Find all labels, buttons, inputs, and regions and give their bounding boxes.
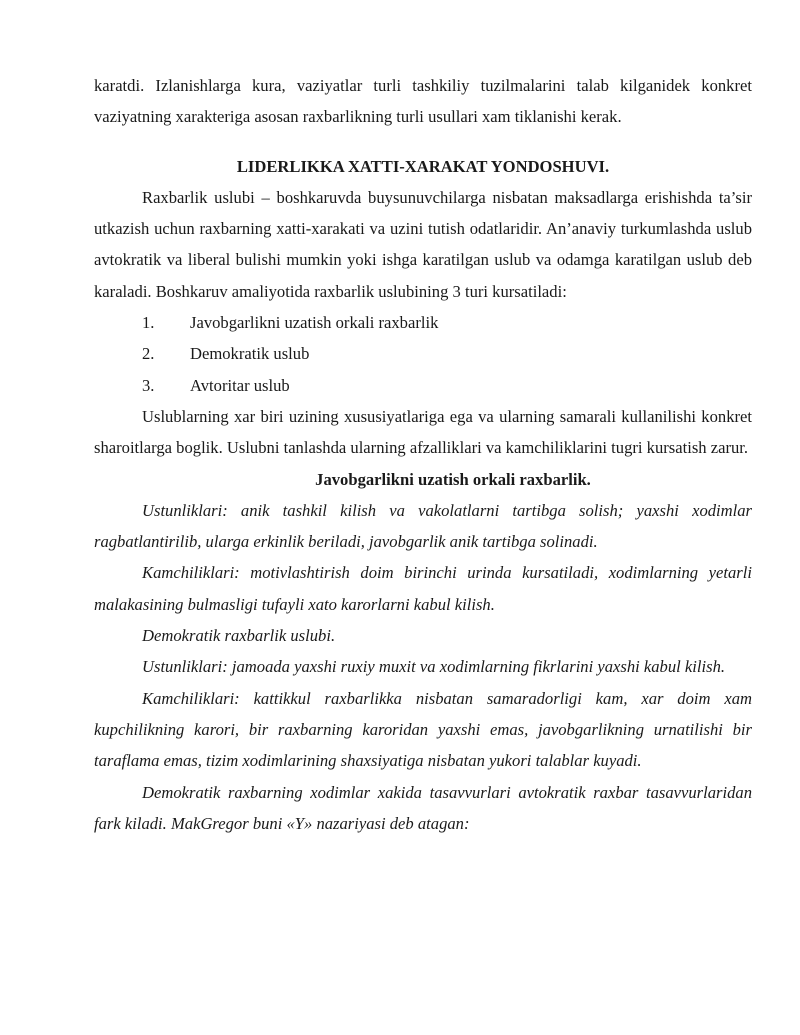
paragraph-democratic-title: Demokratik raxbarlik uslubi. — [142, 626, 336, 646]
paragraph-advantages-democratic: Ustunliklari: jamoada yaxshi ruxiy muxit va xodimlarning fikrlarini yaxshi kabul kilish. — [142, 657, 726, 677]
list-item-number: 1. — [142, 313, 155, 333]
list-item-number: 3. — [142, 375, 155, 395]
paragraph-disadvantages-democratic: Kamchiliklari: kattikkul raxbarlikka nisbatan samaradorligi kam, xar doim xam kupchilikning karori, bir raxbarning karoridan yaxshi emas, javobgarlikning urnatilishi bir taraflama emas, tizim xodimlarining shaxsiyatiga nisbatan yukori talablar kuyadi. — [94, 688, 752, 771]
list-item — [94, 370, 752, 401]
style-list — [94, 307, 752, 401]
paragraph-advantages-delegation: Ustunliklari: anik tashkil kilish va vakolatlarni tartibga solish; yaxshi xodimlar ragbatlantirilib, ularga erkinlik beriladi, javobgarlik anik tartibga solinadi. — [94, 500, 752, 552]
list-item-text: Demokratik uslub — [190, 344, 310, 364]
paragraph-styles: Uslublarning xar biri uzining xususiyatlariga ega va ularning samarali kullanilishi konkret sharoitlarga boglik. Uslubni tanlashda ularning afzalliklari va kamchiliklarini tugri kursatish zarur. — [94, 406, 752, 458]
subsection-heading: Javobgarlikni uzatish orkali raxbarlik. — [315, 469, 591, 489]
list-item — [94, 307, 752, 338]
list-item-text: Javobgarlikni uzatish orkali raxbarlik — [190, 313, 439, 333]
paragraph-disadvantages-delegation: Kamchiliklari: motivlashtirish doim birinchi urinda kursatiladi, xodimlarning yetarli malakasining bulmasligi tufayli xato karorlarni kabul kilish. — [94, 563, 752, 614]
document-page — [94, 70, 752, 839]
list-item-number: 2. — [142, 344, 155, 364]
paragraph-intro: karatdi. Izlanishlarga kura, vaziyatlar turli tashkiliy tuzilmalarini talab kilganidek konkret vaziyatning xarakteriga asosan raxbarlikning turli usullari xam tiklanishi kerak. — [94, 76, 752, 127]
paragraph-definition: Raxbarlik uslubi – boshkaruvda buysunuvchilarga nisbatan maksadlarga erishishda ta’sir utkazish uchun raxbarning xatti-xarakati va uzini tutish odatlaridir. An’anaviy turkumlashda uslub avtokratik va liberal bulishi mumkin yoki ishga karatilgan uslub va odamga karatilgan uslub deb karaladi. Boshkaruv amaliyotida raxbarlik uslubining 3 turi kursatiladi: — [94, 187, 752, 301]
list-item — [94, 338, 752, 369]
section-heading: LIDERLIKKA XATTI-XARAKAT YONDOSHUVI. — [236, 156, 610, 176]
list-item-text: Avtoritar uslub — [190, 375, 290, 395]
paragraph-mcgregor: Demokratik raxbarning xodimlar xakida tasavvurlari avtokratik raxbar tasavvurlaridan fark kiladi. MakGregor buni «Y» nazariyasi deb atagan: — [94, 782, 752, 833]
